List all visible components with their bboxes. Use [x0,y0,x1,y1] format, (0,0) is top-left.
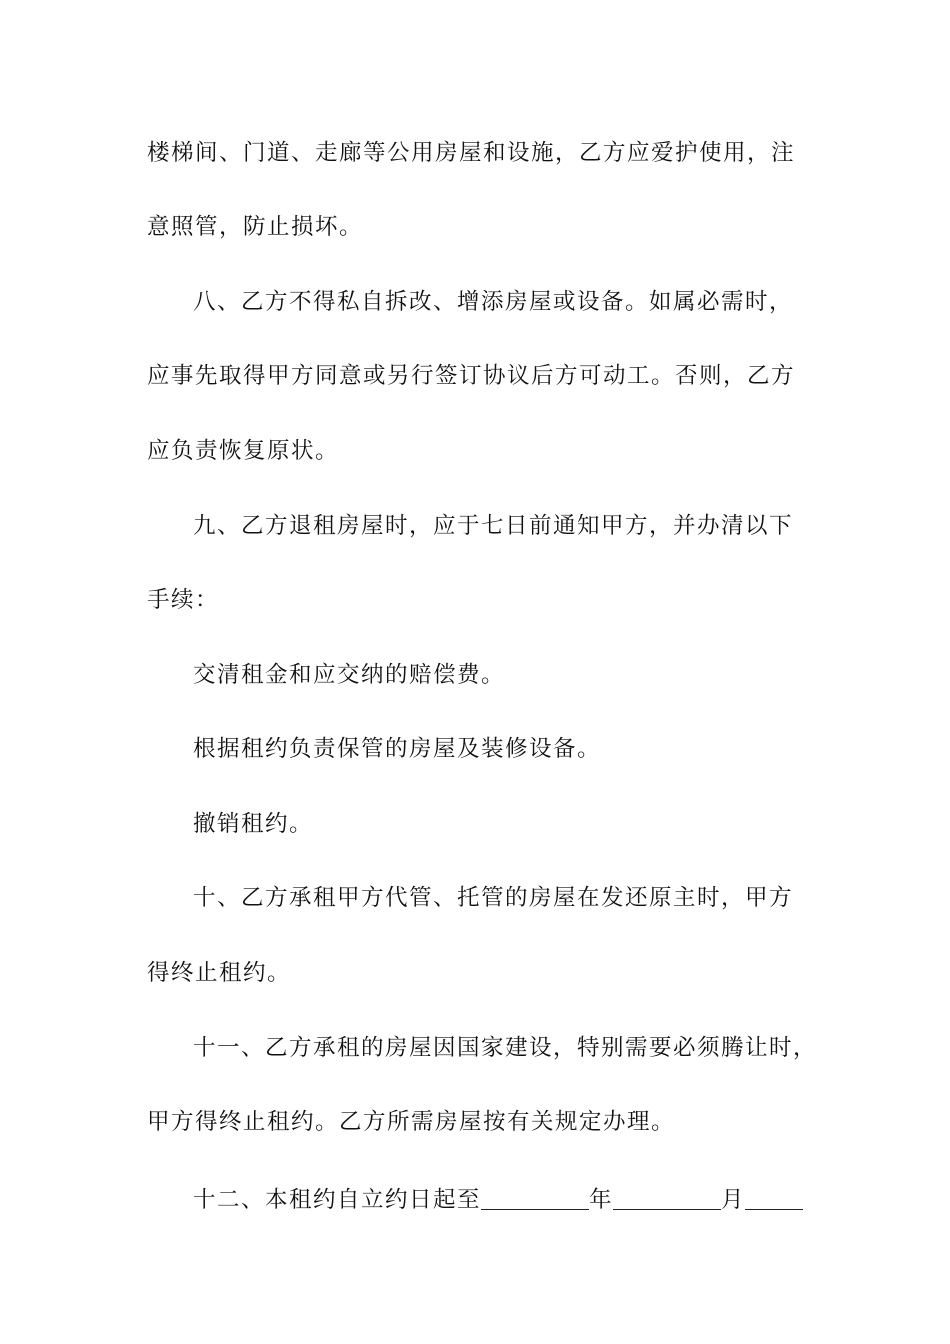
paragraph-line: 手续： [147,587,220,613]
term-prefix: 十二、本租约自立约日起至 [193,1187,482,1213]
year-blank [481,1185,589,1210]
paragraph-line: 应事先取得甲方同意或另行签订协议后方可动工。否则，乙方 [147,363,796,389]
paragraph-line: 得终止租约。 [147,960,292,986]
paragraph-line: 十一、乙方承租的房屋因国家建设，特别需要必须腾让时， [193,1035,818,1061]
paragraph-line: 甲方得终止租约。乙方所需房屋按有关规定办理。 [147,1109,676,1135]
paragraph-line: 楼梯间、门道、走廊等公用房屋和设施，乙方应爱护使用，注 [147,140,796,166]
paragraph-line: 八、乙方不得私自拆改、增添房屋或设备。如属必需时， [193,289,794,315]
year-label: 年 [589,1187,614,1213]
paragraph-line: 九、乙方退租房屋时，应于七日前通知甲方，并办清以下 [193,513,794,539]
term-line [193,1182,807,1215]
day-blank [745,1185,803,1210]
paragraph-line: 应负责恢复原状。 [147,438,340,464]
month-label: 月 [721,1187,746,1213]
list-item-line: 交清租金和应交纳的赔偿费。 [193,662,506,688]
paragraph-line: 十、乙方承租甲方代管、托管的房屋在发还原主时，甲方 [193,885,794,911]
list-item-line: 根据租约负责保管的房屋及装修设备。 [193,736,602,762]
list-item-line: 撤销租约。 [193,811,314,837]
paragraph-line: 意照管，防止损坏。 [147,214,364,240]
month-blank [613,1185,721,1210]
